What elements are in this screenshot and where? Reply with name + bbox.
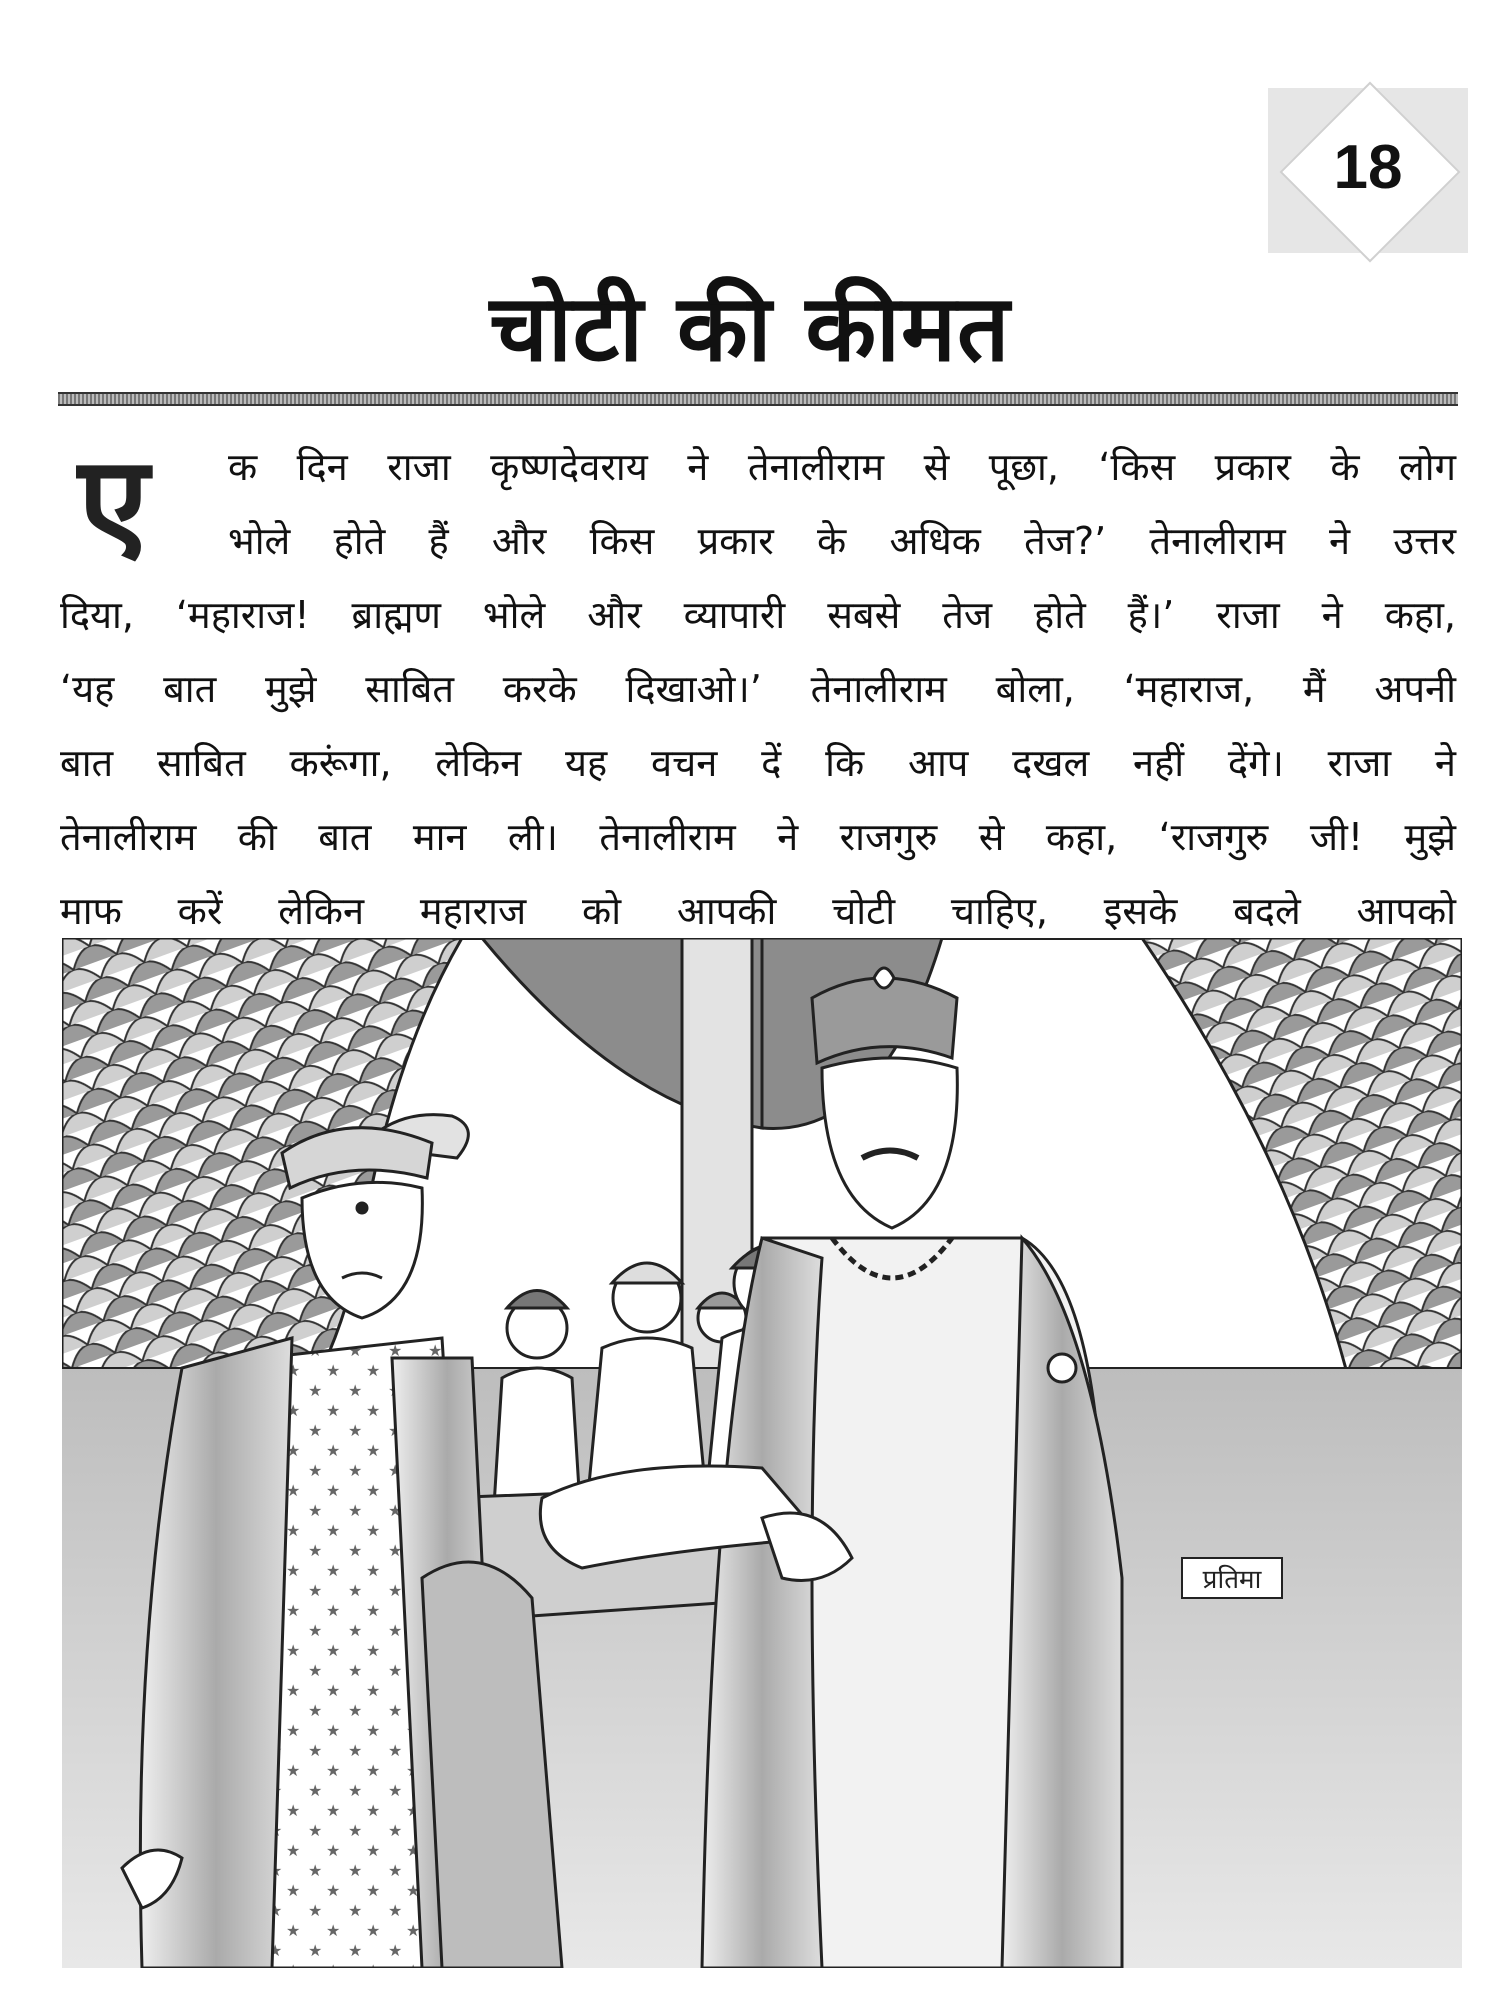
story-line: ‘यह बात मुझे साबित करके दिखाओ।’ तेनालीराम बोला, ‘महाराज, मैं अपनी [60,667,1456,711]
story-line: दिया, ‘महाराज! ब्राह्मण भोले और व्यापारी सबसे तेज होते हैं।’ राजा ने कहा, [60,593,1456,637]
title-divider [58,392,1458,406]
artist-signature: प्रतिमा [1202,1565,1262,1595]
story-line: तेनालीराम की बात मान ली। तेनालीराम ने राजगुरु से कहा, ‘राजगुरु जी! मुझे [60,815,1456,859]
story-illustration [62,938,1462,1968]
story-line: माफ करें लेकिन महाराज को आपकी चोटी चाहिए, इसके बदले आपको [60,889,1456,933]
chapter-number: 18 [1333,133,1403,202]
story-text [60,430,1456,948]
chapter-badge [1268,88,1468,253]
story-line: क दिन राजा कृष्णदेवराय ने तेनालीराम से पूछा, ‘किस प्रकार के लोग [228,445,1456,489]
story-line: भोले होते हैं और किस प्रकार के अधिक तेज?’ तेनालीराम ने उत्तर [228,519,1456,563]
drop-cap: ए [78,428,149,578]
story-line: बात साबित करूंगा, लेकिन यह वचन दें कि आप दखल नहीं देंगे। राजा ने [60,741,1456,785]
story-title: चोटी की कीमत [489,275,1011,382]
